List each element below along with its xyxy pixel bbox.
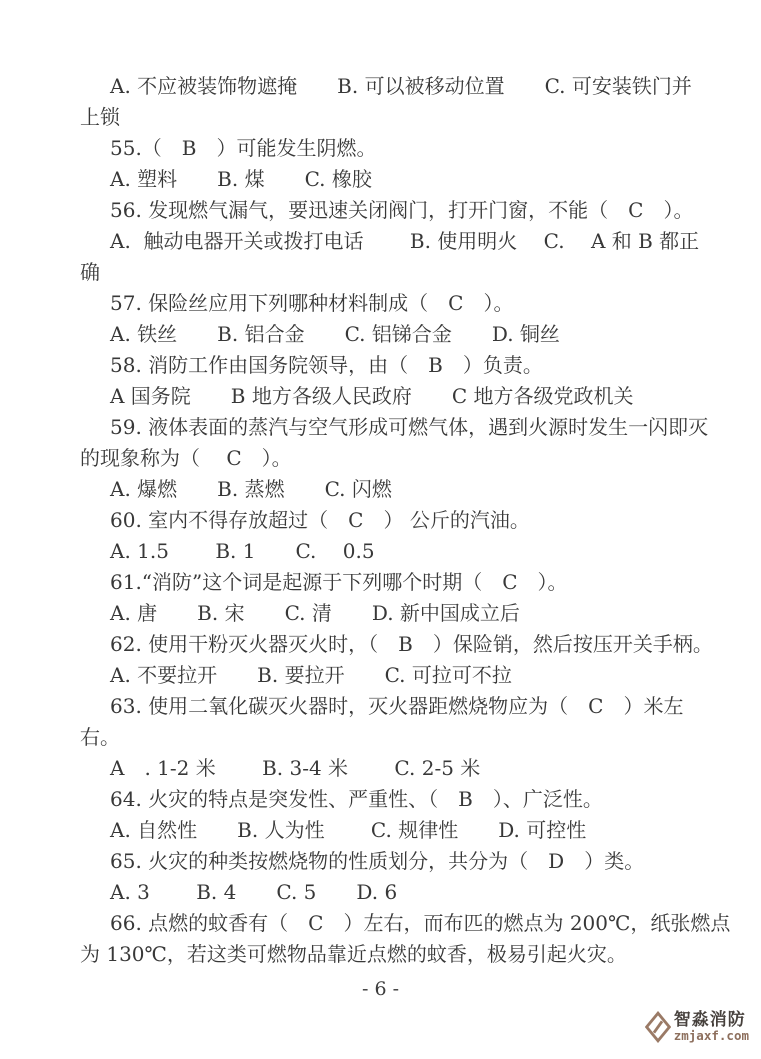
document-line: 60. 室内不得存放超过（ C ） 公斤的汽油。 <box>110 508 530 532</box>
watermark-url: zmjaxf.com <box>673 1027 749 1043</box>
document-line: 55.（ B ）可能发生阴燃。 <box>110 136 377 160</box>
document-line: 63. 使用二氧化碳灭火器时，灭火器距燃烧物应为（ C ）米左 <box>110 694 684 718</box>
document-line: 58. 消防工作由国务院领导，由（ B ）负责。 <box>110 353 543 377</box>
question-list <box>80 71 731 970</box>
document-line: A. 3 B. 4 C. 5 D. 6 <box>110 880 398 904</box>
document-line: A. 唐 B. 宋 C. 清 D. 新中国成立后 <box>110 601 520 625</box>
document-line: A. 不要拉开 B. 要拉开 C. 可拉可不拉 <box>110 663 512 687</box>
document-line: A 国务院 B 地方各级人民政府 C 地方各级党政机关 <box>110 384 634 408</box>
document-line: 64. 火灾的特点是突发性、严重性、（ B ）、广泛性。 <box>110 787 603 811</box>
document-line: A. 1.5 B. 1 C. 0.5 <box>110 539 375 563</box>
document-line: 56. 发现燃气漏气，要迅速关闭阀门，打开门窗，不能（ C ）。 <box>110 198 694 222</box>
document-line: 的现象称为（ C ）。 <box>80 446 292 470</box>
document-line: A. 铁丝 B. 铝合金 C. 铝锑合金 D. 铜丝 <box>110 322 560 346</box>
document-line: 上锁 <box>80 105 120 129</box>
document-line: 为 130℃，若这类可燃物品靠近点燃的蚊香，极易引起火灾。 <box>80 942 627 966</box>
document-line: 66. 点燃的蚊香有（ C ）左右，而布匹的燃点为 200℃，纸张燃点 <box>110 911 731 935</box>
document-line: A. 爆燃 B. 蒸燃 C. 闪燃 <box>110 477 392 501</box>
document-line: 61.“消防”这个词是起源于下列哪个时期（ C ）。 <box>110 570 568 594</box>
zhimiao-logo-icon <box>645 1011 671 1043</box>
document-line: A. 自然性 B. 人为性 C. 规律性 D. 可控性 <box>110 818 587 842</box>
document-line: 确 <box>80 260 100 284</box>
document-line: A . 1-2 米 B. 3-4 米 C. 2-5 米 <box>110 756 481 780</box>
document-line: 右。 <box>80 725 120 749</box>
document-line: 62. 使用干粉灭火器灭火时，（ B ）保险销，然后按压开关手柄。 <box>110 632 713 656</box>
document-line: A. 塑料 B. 煤 C. 橡胶 <box>110 167 372 191</box>
watermark-text <box>673 1009 749 1043</box>
document-line: 57. 保险丝应用下列哪种材料制成（ C ）。 <box>110 291 514 315</box>
watermark-brand: 智淼消防 <box>673 1009 746 1030</box>
document-line: 65. 火灾的种类按燃烧物的性质划分，共分为（ D ）类。 <box>110 849 645 873</box>
page-number: - 6 - <box>361 978 399 1000</box>
document-line: A. 触动电器开关或拨打电话 B. 使用明火 C. A 和 B 都正 <box>110 229 700 253</box>
document-line: 59. 液体表面的蒸汽与空气形成可燃气体，遇到火源时发生一闪即灭 <box>110 415 709 439</box>
document-line: A. 不应被装饰物遮掩 B. 可以被移动位置 C. 可安装铁门并 <box>110 74 692 98</box>
watermark <box>645 1011 749 1043</box>
